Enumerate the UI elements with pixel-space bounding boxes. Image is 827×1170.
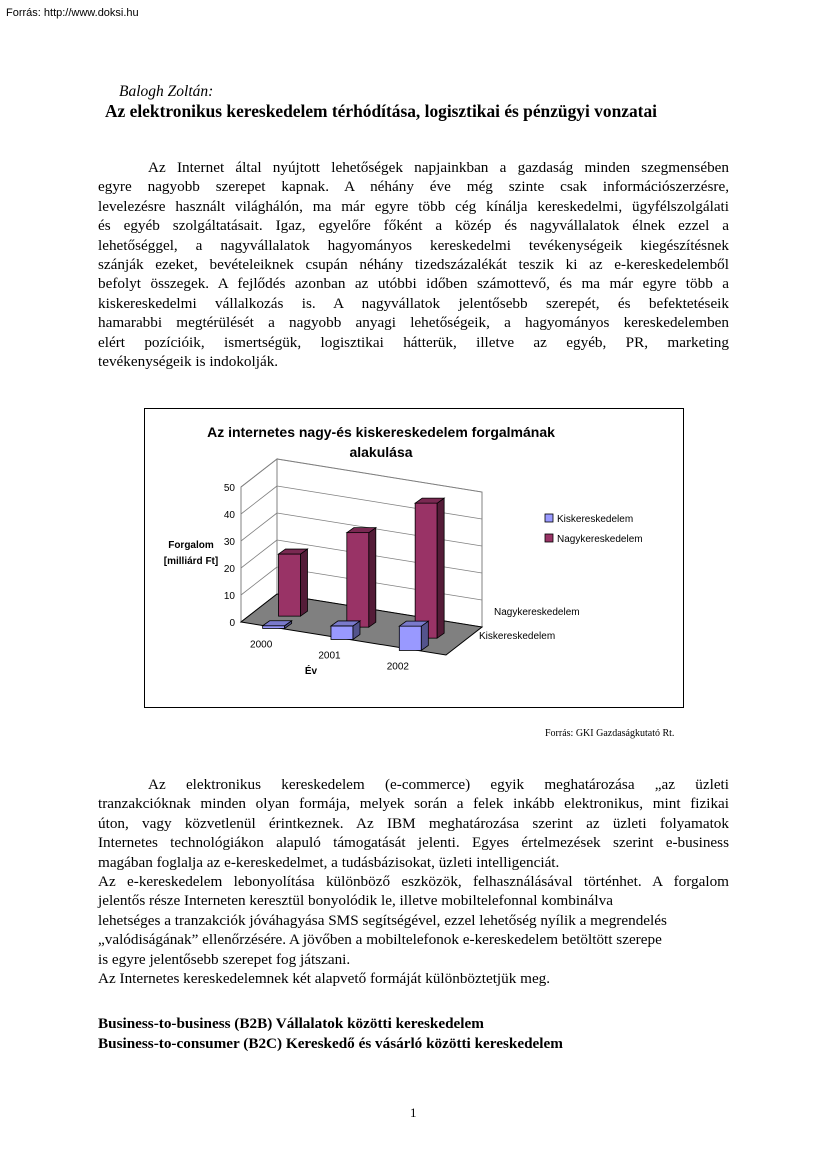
- form-b2b: Business-to-business (B2B) Vállalatok közötti kereskedelem: [98, 1015, 484, 1032]
- paragraph-line: magában foglalja az e-kereskedelmet, a tudásbázisokat, üzleti intelligenciát.: [98, 853, 560, 871]
- paragraph-line: és egyéb szolgáltatásait. Igaz, egyelőre főként a közép és nagyvállalatok élnek ezzel a: [98, 217, 729, 235]
- chart-container: [144, 408, 684, 708]
- ecommerce-paragraph: [98, 775, 729, 988]
- legend-entry: Nagykereskedelem: [557, 534, 643, 545]
- y-tick-label: 50: [223, 483, 235, 494]
- legend-entry: Kiskereskedelem: [557, 514, 634, 525]
- paragraph-line: egyre nagyobb szerepet kapnak. A néhány éve még szinte csak információszerzésre,: [98, 178, 729, 196]
- paragraph-line: Az Internetes kereskedelemnek két alapvető formáját különböztetjük meg.: [98, 970, 551, 988]
- bar-side: [437, 498, 444, 638]
- depth-label: Nagykereskedelem: [494, 607, 580, 618]
- bar-side: [300, 549, 307, 616]
- legend-swatch: [545, 534, 553, 542]
- bar-kiskereskedelem: [399, 626, 421, 650]
- paragraph-line: levelezésre használt világhálón, ma már egyre több cég kínálja kereskedelmi, ügyfélszolgálati: [98, 197, 729, 215]
- bar-chart: [145, 409, 683, 707]
- chart-title: alakulása: [349, 444, 413, 460]
- paragraph-line: is egyre jelentősebb szerepet fog játszani.: [98, 950, 351, 968]
- y-tick-label: 20: [223, 564, 235, 575]
- paragraph-line: lehetséges a tranzakciók jóváhagyása SMS segítségével, ezzel lehetőség nyílik a megrendelés: [98, 911, 667, 929]
- chart-source: Forrás: GKI Gazdaságkutató Rt.: [545, 728, 675, 739]
- paragraph-line: elért pozícióik, ismertségük, logisztikai hátterük, illetve az egyéb, PR, marketing: [98, 333, 729, 351]
- y-tick-label: 10: [223, 591, 235, 602]
- y-tick-label: 30: [223, 537, 235, 548]
- paragraph-line: befolyt összegek. A fejlődés azonban az utóbbi időben számottevő, és ma már egyre több a: [98, 275, 729, 293]
- bar-kiskereskedelem: [263, 626, 285, 629]
- paragraph-line: úton, vagy közvetlenül érintkeznek. Az IBM meghatározása szerint az üzleti folyamatok: [98, 814, 729, 832]
- x-tick-label: 2002: [386, 661, 409, 673]
- depth-label: Kiskereskedelem: [479, 631, 556, 642]
- x-tick-label: 2001: [318, 650, 341, 662]
- y-tick-label: 40: [223, 510, 235, 521]
- paragraph-line: Az e-kereskedelem lebonyolítása különböző eszközök, felhasználásával történhet. A forgalom: [98, 873, 729, 891]
- source-header: Forrás: http://www.doksi.hu: [6, 7, 139, 19]
- forms-list: [98, 1014, 563, 1054]
- x-tick-label: 2000: [250, 639, 273, 651]
- chart-title: Az internetes nagy-és kiskereskedelem forgalmának: [207, 424, 555, 440]
- page-number: 1: [410, 1105, 417, 1120]
- paragraph-line: Az Internet által nyújtott lehetőségek napjainkban a gazdaság minden szegmensében: [148, 159, 729, 176]
- paragraph-line: jelentős része Interneten keresztül bonyolódik le, illetve mobiltelefonnal kombinálva: [98, 892, 613, 910]
- y-tick-label: 0: [229, 618, 235, 629]
- bar-side: [369, 528, 376, 628]
- x-axis-label: Év: [304, 666, 318, 677]
- legend-swatch: [545, 514, 553, 522]
- y-axis-label: [milliárd Ft]: [163, 556, 219, 567]
- author-name: Balogh Zoltán:: [119, 83, 214, 100]
- chart-side-wall: [241, 459, 277, 622]
- paragraph-line: hamarabbi megtérülését a nagyobb anyagi lehetőségeik, a hagyományos kereskedelemben: [98, 314, 729, 332]
- bar-nagykereskedelem: [347, 533, 369, 628]
- paragraph-line: „valódiságának” ellenőrzésére. A jövőben a mobiltelefonok e-kereskedelem betöltött szerepe: [98, 931, 662, 949]
- document-title: Az elektronikus kereskedelem térhódítása, logisztikai és pénzügyi vonzatai: [105, 101, 657, 121]
- paragraph-line: szánják ezeket, bevételeiknek csupán néhány tizedszázalékát teszik ki az e-kereskedelemből: [98, 256, 729, 274]
- paragraph-line: lehetőséggel, a nagyvállalatok hagyományos kereskedelmi tevékenységeik kiegészítésnek: [98, 236, 729, 254]
- paragraph-line: Az elektronikus kereskedelem (e-commerce) egyik meghatározása „az üzleti: [148, 776, 729, 793]
- intro-paragraph: [98, 158, 729, 371]
- bar-nagykereskedelem: [278, 554, 300, 616]
- form-b2c: Business-to-consumer (B2C) Kereskedő és vásárló közötti kereskedelem: [98, 1035, 563, 1052]
- paragraph-line: tevékenységeik is indokolják.: [98, 353, 279, 371]
- bar-nagykereskedelem: [415, 503, 437, 638]
- paragraph-line: Internetes technológiákon alapuló támogatását jelenti. Egyes értelmezések szerint e-business: [98, 834, 729, 852]
- y-axis-label: Forgalom: [168, 540, 214, 551]
- bar-kiskereskedelem: [331, 626, 353, 640]
- paragraph-line: kiskereskedelmi vállalkozás is. A nagyvállatok jelentősebb szerepét, és befektetéseik: [98, 294, 729, 312]
- paragraph-line: tranzakcióknak minden olyan formája, melyek során a felek inkább elektronikus, mint fizikai: [98, 795, 729, 813]
